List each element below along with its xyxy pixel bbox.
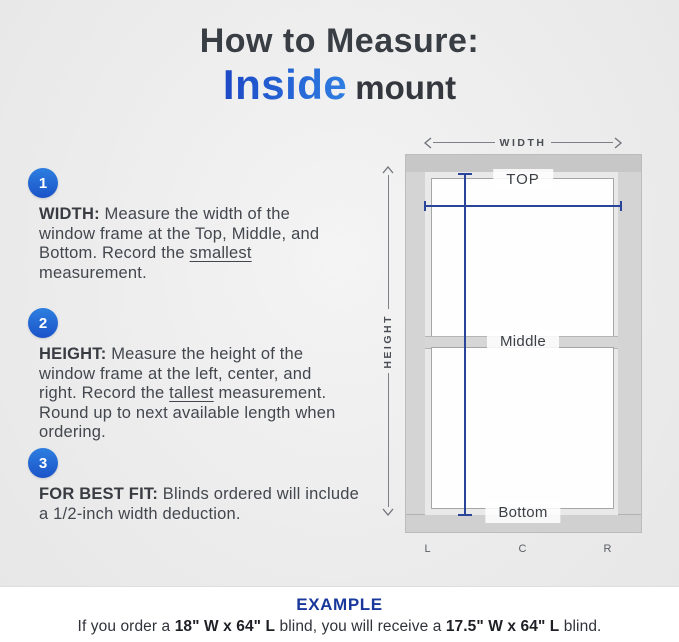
height-measure-line [464,173,466,516]
label-bottom: Bottom [485,502,560,523]
example-text: If you order a 18" W x 64" L blind, you will receive a 17.5" W x 64" L blind. [77,618,602,635]
label-left: L [424,543,432,555]
window-upper-pane [431,178,614,337]
label-right: R [603,543,613,555]
arrow-line [388,175,389,309]
height-dimension-arrow [381,165,395,517]
arrow-line [551,142,613,143]
step-number-badge: 1 [28,168,58,198]
step-best-fit-text: FOR BEST FIT: Blinds ordered will include a 1/2-inch width deduction. [39,485,359,523]
chevron-right-icon [613,137,623,149]
title-line2 [0,61,679,108]
step-best-fit [28,448,388,524]
step-number-badge: 2 [28,308,58,338]
step-height-text: HEIGHT: Measure the height of the window frame at the left, center, and right. Record the tallest measurement. Round up to next available length when ordering. [39,345,336,441]
title-suffix: mount [355,69,457,106]
arrow-line [388,373,389,507]
width-measure-line [424,205,622,207]
step-width [28,168,388,283]
page-title [0,24,679,106]
window-left-frame [406,172,425,515]
chevron-up-icon [382,165,394,175]
chevron-left-icon [423,137,433,149]
chevron-down-icon [382,507,394,517]
label-center: C [518,543,528,555]
step-height [28,308,388,443]
example-heading: EXAMPLE [296,595,383,614]
window-lower-pane [431,347,614,509]
arrow-line [433,142,495,143]
title-line1: How to Measure: [199,22,480,60]
window-right-frame [618,172,641,515]
label-top: TOP [493,169,553,190]
title-highlight: Inside [222,61,348,108]
example-band [0,586,679,642]
step-number-badge: 3 [28,448,58,478]
width-label: WIDTH [499,136,547,149]
label-middle: Middle [487,331,559,352]
width-dimension-arrow [423,136,623,149]
step-width-text: WIDTH: Measure the width of the window frame at the Top, Middle, and Bottom. Record the smallest measurement. [39,205,320,282]
height-label: HEIGHT [382,313,394,369]
